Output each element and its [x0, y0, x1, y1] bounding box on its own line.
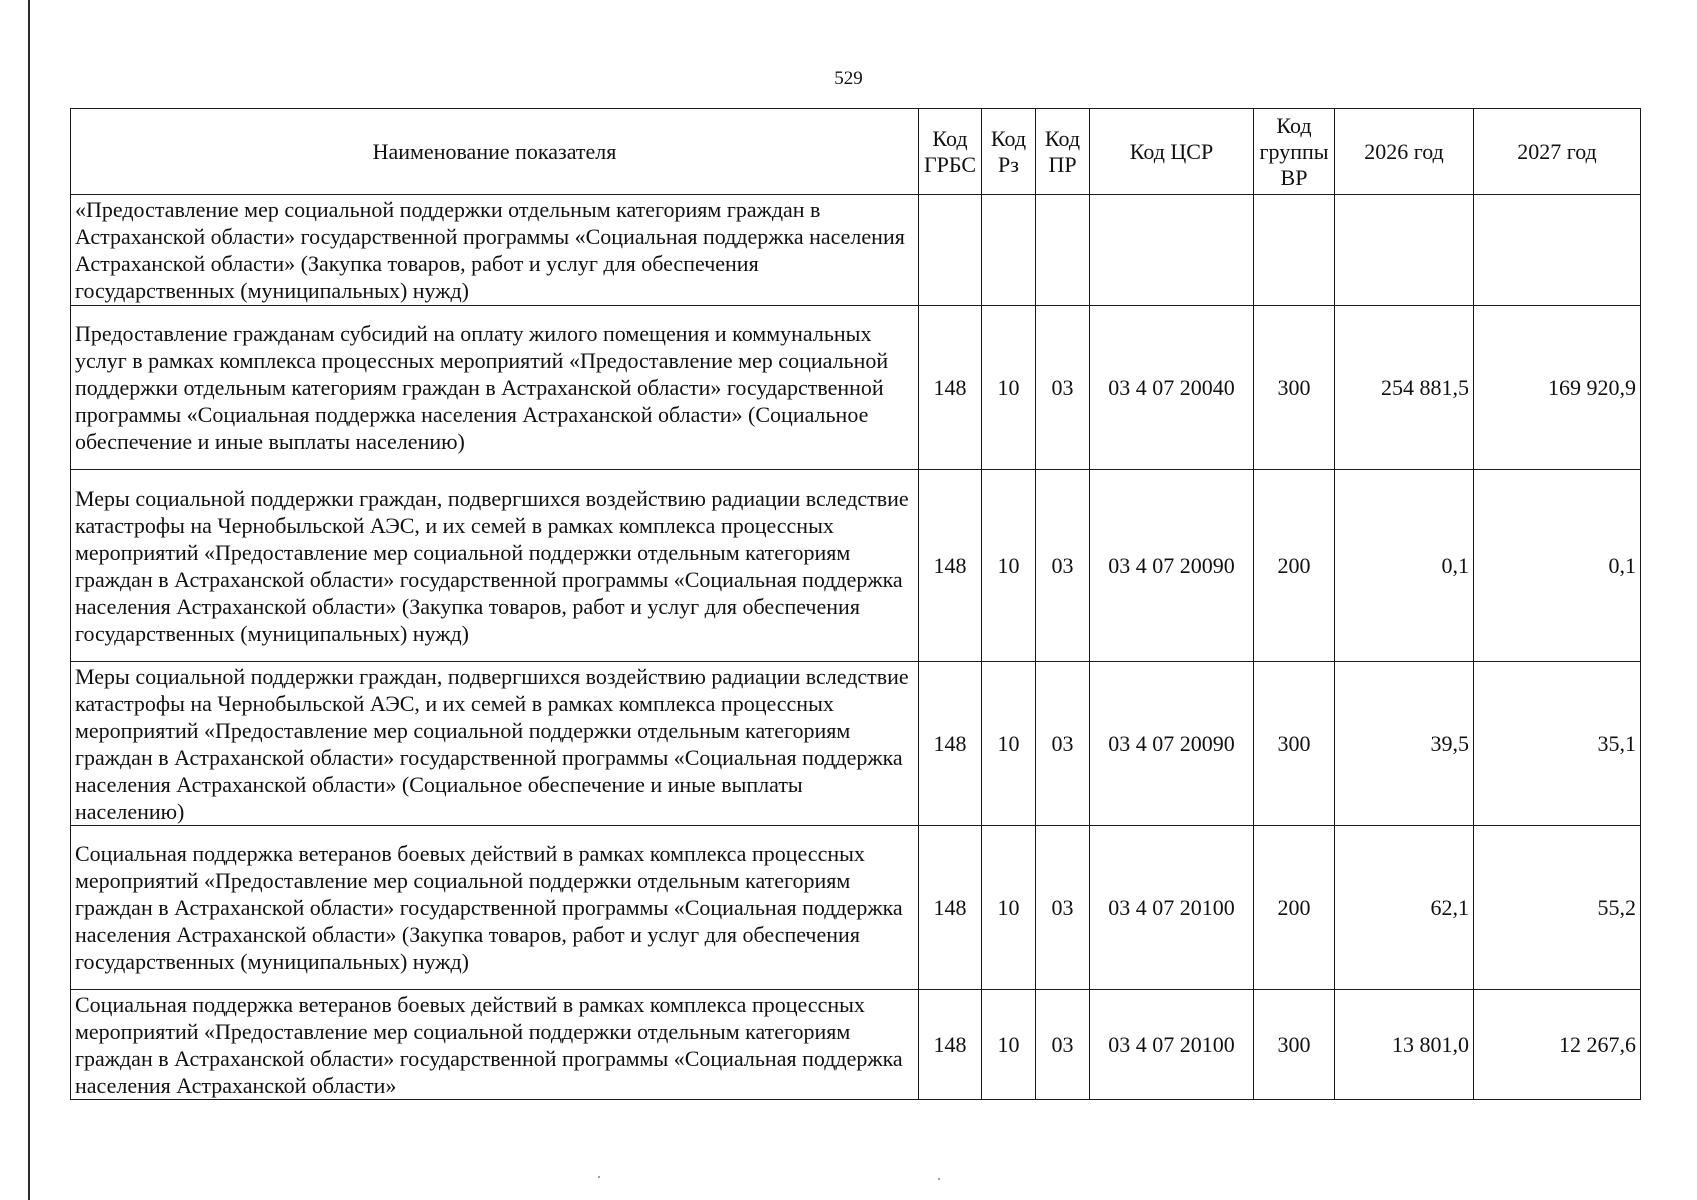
- row-name: Меры социальной поддержки граждан, подвергшихся воздействию радиации вследствие катастрофы на Чернобыльской АЭС, и их семей в рамках комплекса процессных мероприятий «Предоставление мер социальной поддержки отдельным категориям граждан в Астраханской области» государственной программы «Социальная поддержка населения Астраханской области» (Социальное обеспечение и иные выплаты населению): [71, 662, 919, 826]
- budget-table: [70, 108, 1641, 1100]
- row-grbs: 148: [919, 826, 982, 990]
- table-header-row: [71, 109, 1641, 195]
- row-csr: 03 4 07 20040: [1090, 306, 1254, 470]
- scan-speck: [938, 1178, 940, 1180]
- row-2026: 39,5: [1335, 662, 1474, 826]
- row-grbs: 148: [919, 470, 982, 662]
- row-2027: 12 267,6: [1474, 990, 1641, 1100]
- row-pr: 03: [1036, 826, 1090, 990]
- row-grbs: [919, 195, 982, 306]
- row-csr: 03 4 07 20090: [1090, 662, 1254, 826]
- row-2027: 169 920,9: [1474, 306, 1641, 470]
- row-name: «Предоставление мер социальной поддержки отдельным категориям граждан в Астраханской области» государственной программы «Социальная поддержка населения Астраханской области» (Закупка товаров, работ и услуг для обеспечения государственных (муниципальных) нужд): [71, 195, 919, 306]
- row-pr: 03: [1036, 306, 1090, 470]
- row-2026: [1335, 195, 1474, 306]
- row-2027: 0,1: [1474, 470, 1641, 662]
- row-vr: 300: [1254, 662, 1335, 826]
- table-row: [71, 662, 1641, 826]
- row-rz: 10: [982, 470, 1036, 662]
- row-pr: [1036, 195, 1090, 306]
- row-grbs: 148: [919, 990, 982, 1100]
- row-csr: 03 4 07 20100: [1090, 990, 1254, 1100]
- header-vr: Код группы ВР: [1254, 109, 1335, 195]
- row-pr: 03: [1036, 662, 1090, 826]
- row-vr: 300: [1254, 990, 1335, 1100]
- row-name: Предоставление гражданам субсидий на оплату жилого помещения и коммунальных услуг в рамках комплекса процессных мероприятий «Предоставление мер социальной поддержки отдельным категориям граждан в Астраханской области» государственной программы «Социальная поддержка населения Астраханской области» (Социальное обеспечение и иные выплаты населению): [71, 306, 919, 470]
- header-csr: Код ЦСР: [1090, 109, 1254, 195]
- row-rz: 10: [982, 990, 1036, 1100]
- row-csr: [1090, 195, 1254, 306]
- row-vr: [1254, 195, 1335, 306]
- header-name: Наименование показателя: [71, 109, 919, 195]
- row-name: Социальная поддержка ветеранов боевых действий в рамках комплекса процессных мероприятий «Предоставление мер социальной поддержки отдельным категориям граждан в Астраханской области» государственной программы «Социальная поддержка населения Астраханской области»: [71, 990, 919, 1100]
- header-rz: Код Рз: [982, 109, 1036, 195]
- row-2027: 35,1: [1474, 662, 1641, 826]
- row-csr: 03 4 07 20100: [1090, 826, 1254, 990]
- row-pr: 03: [1036, 470, 1090, 662]
- row-vr: 200: [1254, 826, 1335, 990]
- row-2026: 254 881,5: [1335, 306, 1474, 470]
- row-2026: 0,1: [1335, 470, 1474, 662]
- binding-margin-line: [28, 0, 30, 1200]
- row-grbs: 148: [919, 662, 982, 826]
- table-row: [71, 990, 1641, 1100]
- table-row: [71, 826, 1641, 990]
- table-row: [71, 470, 1641, 662]
- row-rz: 10: [982, 306, 1036, 470]
- row-pr: 03: [1036, 990, 1090, 1100]
- header-2027: 2027 год: [1474, 109, 1641, 195]
- table-row: [71, 306, 1641, 470]
- header-grbs: Код ГРБС: [919, 109, 982, 195]
- row-vr: 300: [1254, 306, 1335, 470]
- table-row: [71, 195, 1641, 306]
- row-2027: [1474, 195, 1641, 306]
- row-vr: 200: [1254, 470, 1335, 662]
- row-name: Меры социальной поддержки граждан, подвергшихся воздействию радиации вследствие катастрофы на Чернобыльской АЭС, и их семей в рамках комплекса процессных мероприятий «Предоставление мер социальной поддержки отдельным категориям граждан в Астраханской области» государственной программы «Социальная поддержка населения Астраханской области» (Закупка товаров, работ и услуг для обеспечения государственных (муниципальных) нужд): [71, 470, 919, 662]
- row-name: Социальная поддержка ветеранов боевых действий в рамках комплекса процессных мероприятий «Предоставление мер социальной поддержки отдельным категориям граждан в Астраханской области» государственной программы «Социальная поддержка населения Астраханской области» (Закупка товаров, работ и услуг для обеспечения государственных (муниципальных) нужд): [71, 826, 919, 990]
- page-number: 529: [834, 68, 863, 89]
- row-rz: 10: [982, 826, 1036, 990]
- row-grbs: 148: [919, 306, 982, 470]
- row-2026: 13 801,0: [1335, 990, 1474, 1100]
- row-2026: 62,1: [1335, 826, 1474, 990]
- row-rz: 10: [982, 662, 1036, 826]
- row-rz: [982, 195, 1036, 306]
- row-csr: 03 4 07 20090: [1090, 470, 1254, 662]
- scan-speck: [598, 1176, 600, 1178]
- row-2027: 55,2: [1474, 826, 1641, 990]
- header-pr: Код ПР: [1036, 109, 1090, 195]
- header-2026: 2026 год: [1335, 109, 1474, 195]
